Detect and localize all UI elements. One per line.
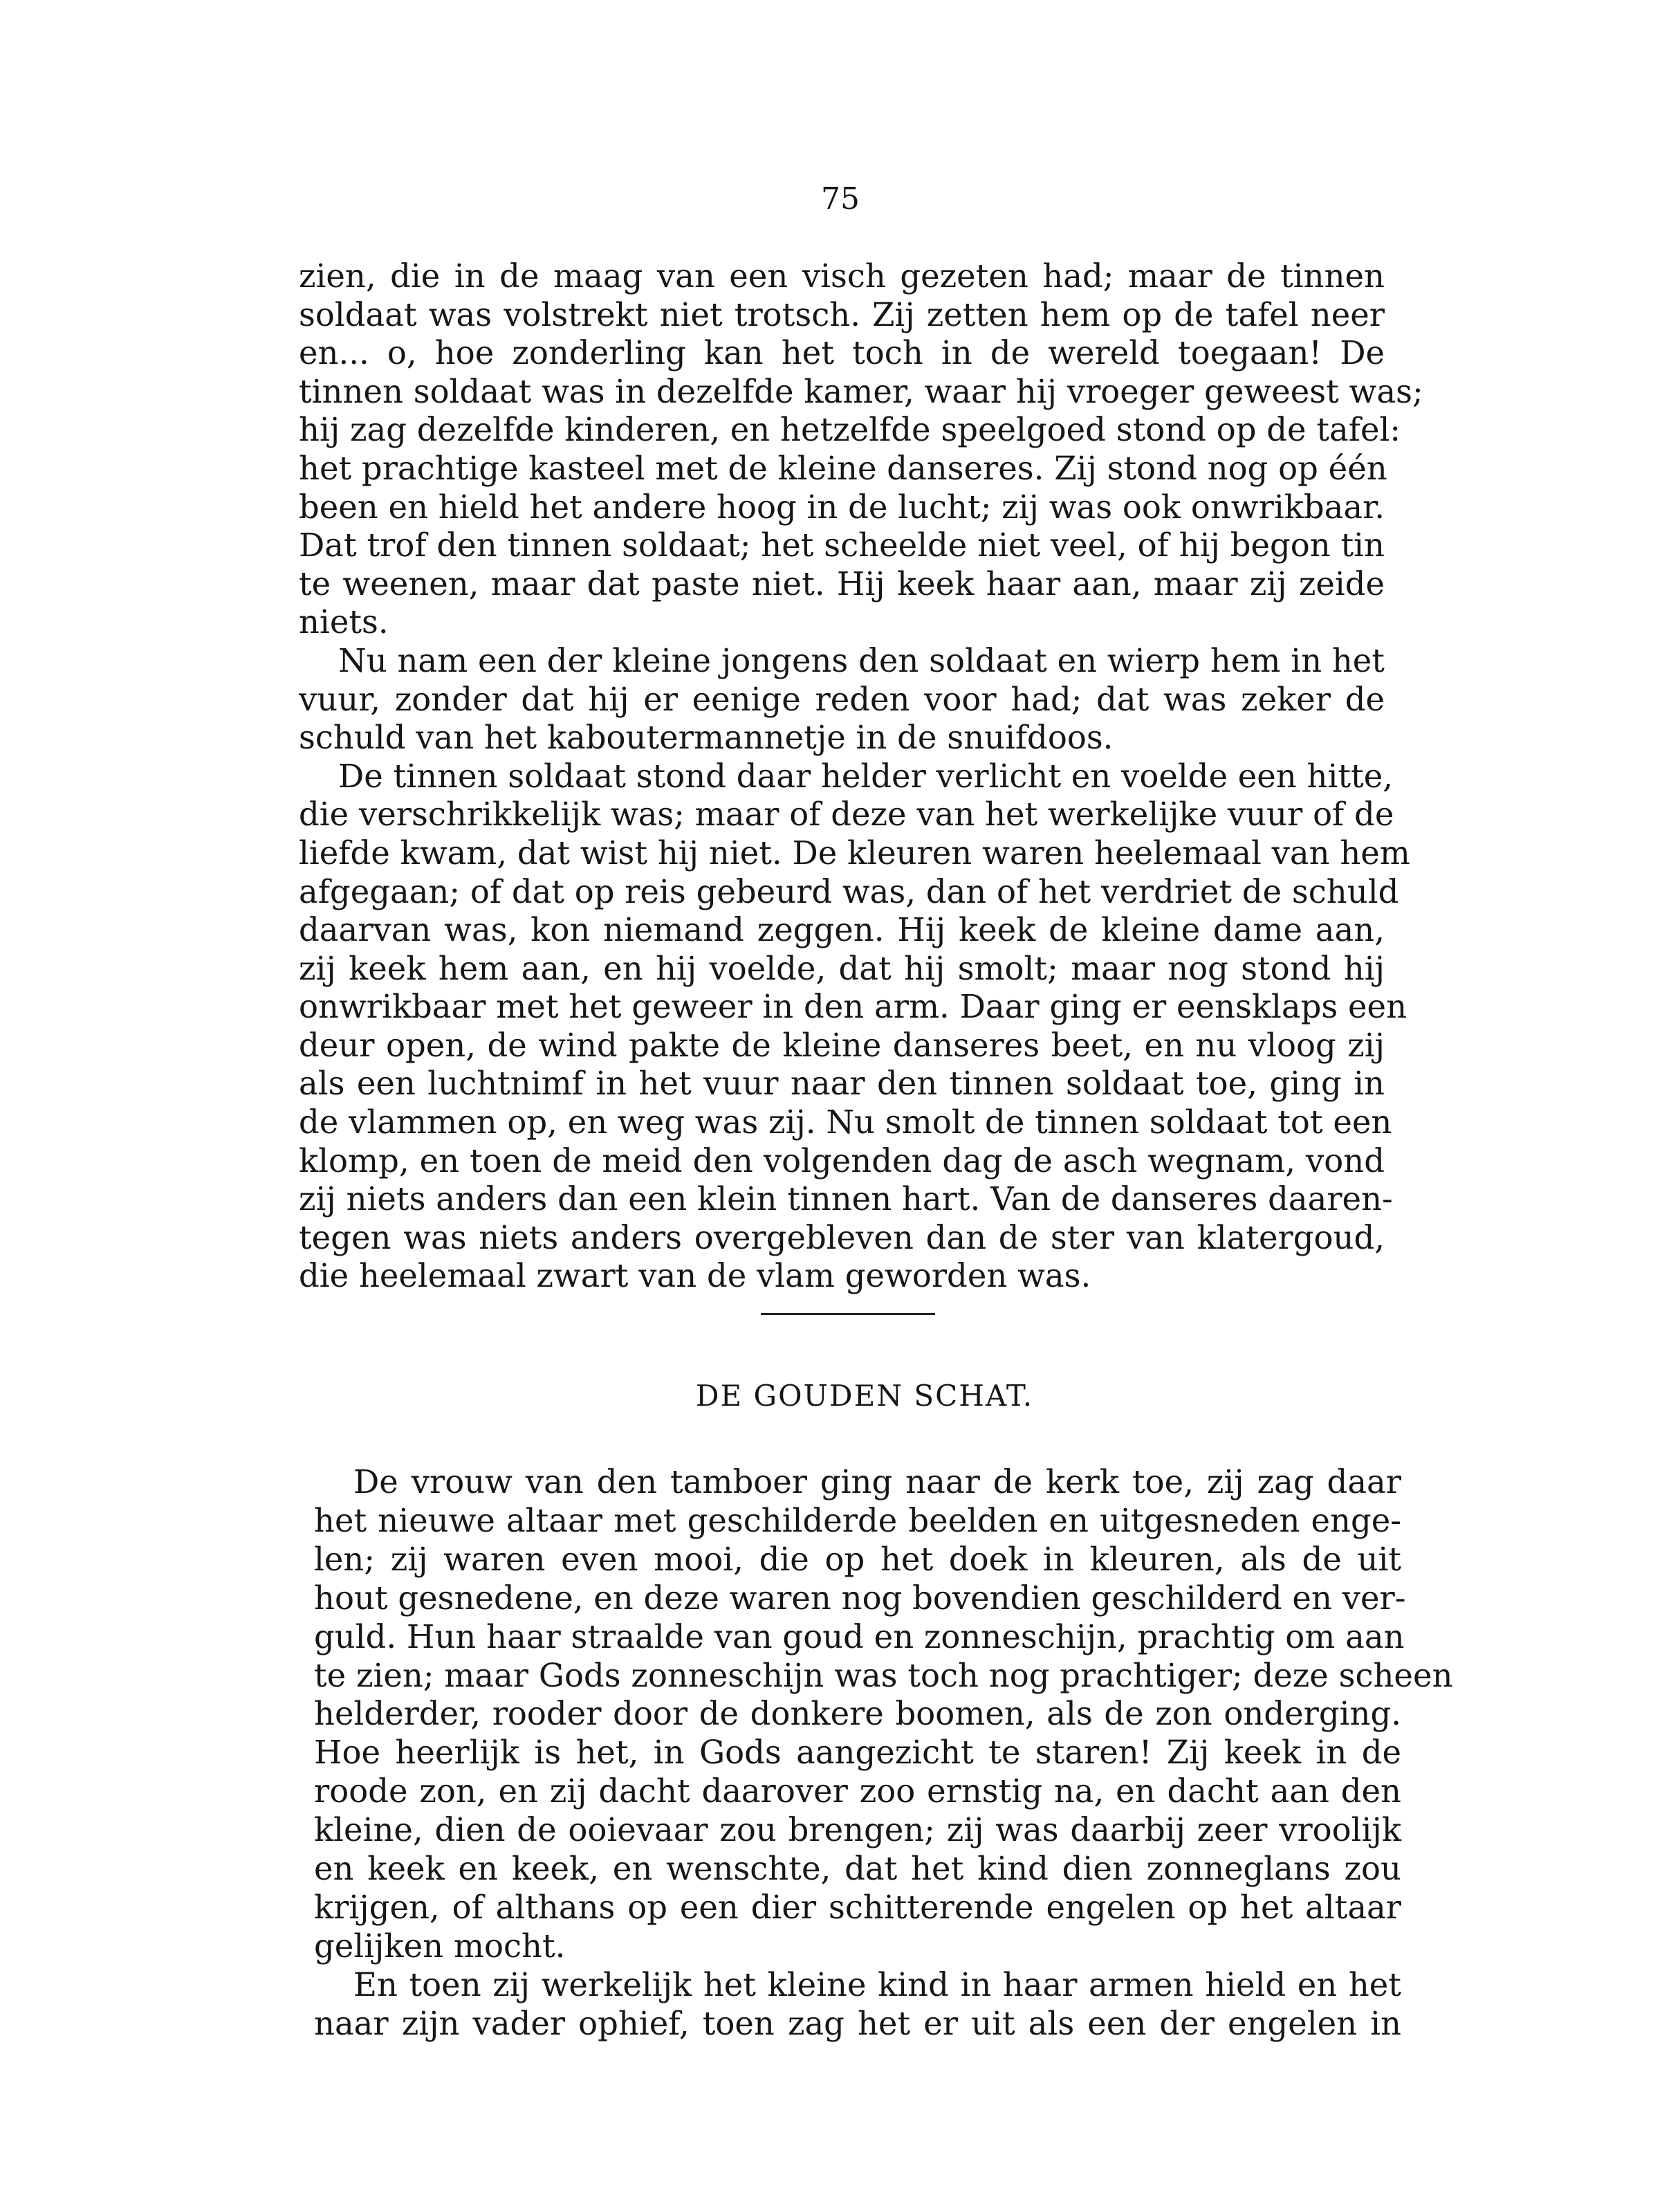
text-line: Dat trof den tinnen soldaat; het scheelde niet veel, of hij begon tin (299, 526, 1385, 565)
story-text-golden-treasure (314, 1463, 1453, 2044)
text-line: en... o, hoe zonderling kan het toch in de wereld toegaan! De (299, 334, 1385, 372)
text-line: guld. Hun haar straalde van goud en zonneschijn, prachtig om aan (314, 1617, 1405, 1655)
text-line: zien, die in de maag van een visch gezeten had; maar de tinnen (299, 257, 1385, 295)
text-line: En toen zij werkelijk het kleine kind in haar armen hield en het (353, 1965, 1401, 2003)
section-title: DE GOUDEN SCHAT. (695, 1379, 1034, 1413)
story-text-tin-soldier-ending (299, 257, 1423, 1296)
text-line: helderder, rooder door de donkere boomen, als de zon onderging. (314, 1695, 1401, 1733)
text-line: het prachtige kasteel met de kleine danseres. Zij stond nog op één (299, 449, 1387, 487)
text-line: onwrikbaar met het geweer in den arm. Daar ging er eensklaps een (299, 988, 1407, 1026)
text-line: die verschrikkelijk was; maar of deze van het werkelijke vuur of de (299, 796, 1394, 834)
text-line: krijgen, of althans op een dier schitterende engelen op het altaar (314, 1888, 1401, 1926)
text-line: niets. (299, 603, 389, 641)
text-line: roode zon, en zij dacht daarover zoo ernstig na, en dacht aan den (314, 1772, 1401, 1810)
text-line: het nieuwe altaar met geschilderde beelden en uitgesneden enge- (314, 1501, 1401, 1539)
text-line: gelijken mocht. (314, 1927, 566, 1965)
text-line: die heelemaal zwart van de vlam geworden was. (299, 1257, 1091, 1295)
text-line: te weenen, maar dat paste niet. Hij keek haar aan, maar zij zeide (299, 565, 1385, 603)
text-line: en keek en keek, en wenschte, dat het kind dien zonneglans zou (314, 1850, 1401, 1888)
text-line: daarvan was, kon niemand zeggen. Hij keek de kleine dame aan, (299, 911, 1385, 949)
text-line: liefde kwam, dat wist hij niet. De kleuren waren heelemaal van hem (299, 834, 1410, 872)
text-line: te zien; maar Gods zonneschijn was toch nog prachtiger; deze scheen (314, 1656, 1453, 1694)
text-line: hout gesnedene, en deze waren nog bovendien geschilderd en ver- (314, 1579, 1406, 1617)
text-line: kleine, dien de ooievaar zou brengen; zij was daarbij zeer vroolijk (314, 1811, 1401, 1849)
page-number: 75 (821, 181, 860, 217)
text-line: schuld van het kaboutermannetje in de snuifdoos. (299, 719, 1114, 757)
text-line: Hoe heerlijk is het, in Gods aangezicht te staren! Zij keek in de (314, 1734, 1401, 1772)
text-line: de vlammen op, en weg was zij. Nu smolt de tinnen soldaat tot een (299, 1103, 1392, 1141)
text-line: zij niets anders dan een klein tinnen hart. Van de danseres daaren- (299, 1180, 1393, 1218)
text-line: zij keek hem aan, en hij voelde, dat hij smolt; maar nog stond hij (299, 949, 1385, 987)
text-line: tinnen soldaat was in dezelfde kamer, waar hij vroeger geweest was; (299, 372, 1423, 410)
text-line: klomp, en toen de meid den volgenden dag de asch wegnam, vond (299, 1141, 1385, 1180)
text-line: als een luchtnimf in het vuur naar den tinnen soldaat toe, ging in (299, 1065, 1385, 1103)
text-line: naar zijn vader ophief, toen zag het er uit als een der engelen in (314, 2004, 1401, 2042)
text-line: vuur, zonder dat hij er eenige reden voor had; dat was zeker de (299, 680, 1385, 718)
text-line: hij zag dezelfde kinderen, en hetzelfde speelgoed stond op de tafel: (299, 411, 1401, 449)
text-line: afgegaan; of dat op reis gebeurd was, dan of het verdriet de schuld (299, 872, 1399, 910)
text-line: soldaat was volstrekt niet trotsch. Zij zetten hem op de tafel neer (299, 295, 1385, 333)
text-line: deur open, de wind pakte de kleine danseres beet, en nu vloog zij (299, 1026, 1385, 1064)
text-line: Nu nam een der kleine jongens den soldaat en wierp hem in het (338, 641, 1385, 679)
text-line: been en hield het andere hoog in de lucht; zij was ook onwrikbaar. (299, 488, 1385, 526)
text-line: De vrouw van den tamboer ging naar de kerk toe, zij zag daar (353, 1463, 1401, 1501)
text-line: len; zij waren even mooi, die op het doek in kleuren, als de uit (314, 1540, 1401, 1578)
text-line: De tinnen soldaat stond daar helder verlicht en voelde een hitte, (338, 757, 1394, 795)
text-line: tegen was niets anders overgebleven dan de ster van klatergoud, (299, 1218, 1385, 1256)
section-divider (761, 1313, 935, 1315)
